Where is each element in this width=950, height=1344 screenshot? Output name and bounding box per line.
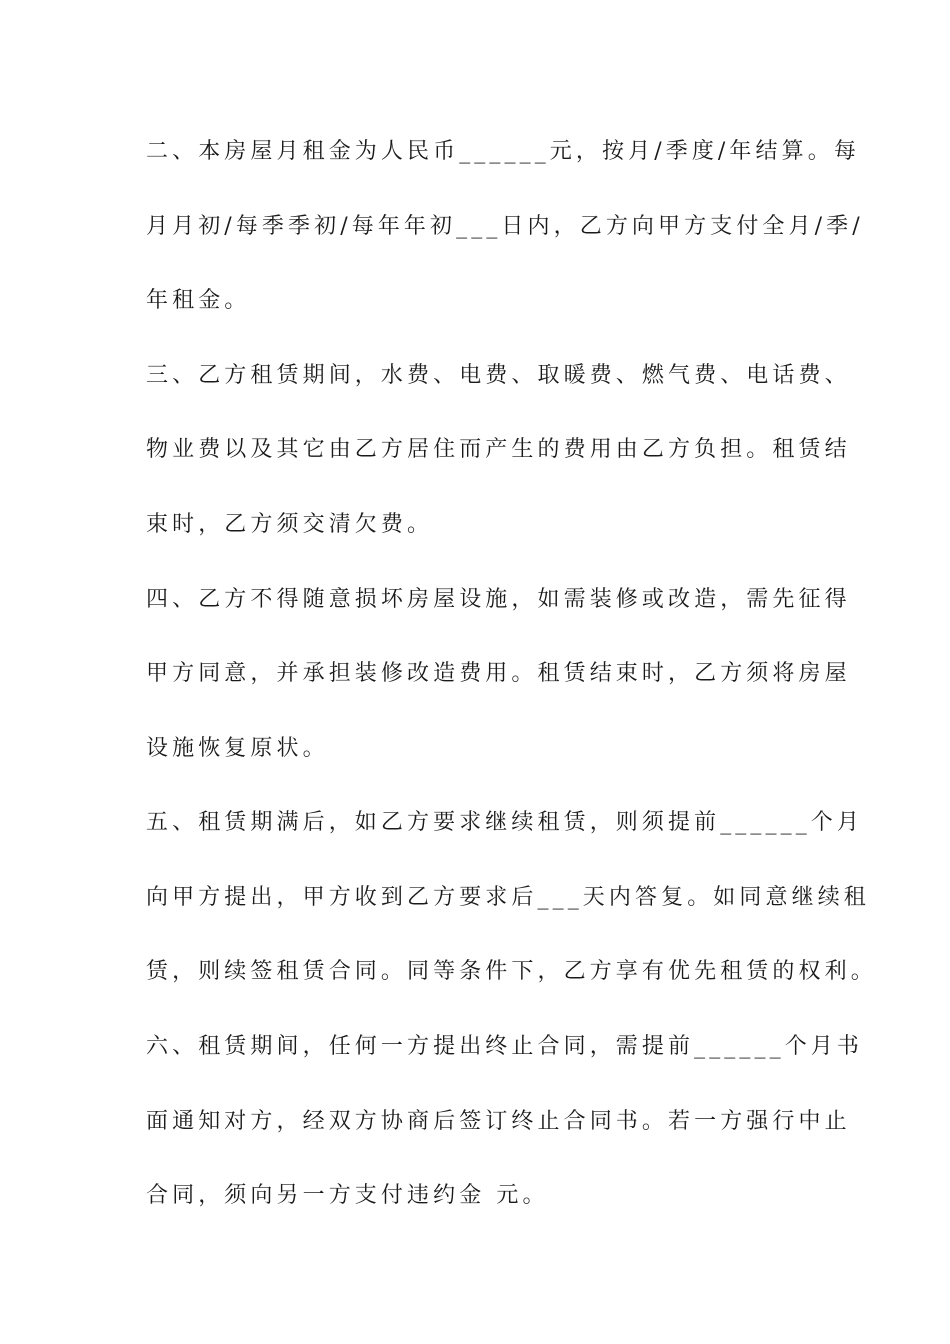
clause-3-line-1: 三、乙方租赁期间，水费、电费、取暖费、燃气费、电话费、	[146, 363, 851, 388]
clause-3-line-2: 物业费以及其它由乙方居住而产生的费用由乙方负担。租赁结	[146, 437, 851, 462]
clause-5-line-1: 五、租赁期满后，如乙方要求继续租赁，则须提前______个月	[146, 810, 864, 835]
clause-6-line-1: 六、租赁期间，任何一方提出终止合同，需提前______个月书	[146, 1034, 864, 1059]
clause-4-line-2: 甲方同意，并承担装修改造费用。租赁结束时，乙方须将房屋	[146, 661, 851, 686]
clause-6-line-2: 面通知对方，经双方协商后签订终止合同书。若一方强行中止	[146, 1109, 851, 1134]
clause-5-line-2: 向甲方提出，甲方收到乙方要求后___天内答复。如同意继续租	[146, 885, 870, 910]
clause-2-line-2: 月月初/每季季初/每年年初___日内，乙方向甲方支付全月/季/	[146, 214, 864, 239]
clause-4-line-1: 四、乙方不得随意损坏房屋设施，如需装修或改造，需先征得	[146, 587, 851, 612]
clause-6-line-3: 合同，须向另一方支付违约金 元。	[146, 1183, 549, 1208]
clause-3-line-3: 束时，乙方须交清欠费。	[146, 512, 434, 537]
clause-4-line-3: 设施恢复原状。	[146, 736, 329, 761]
clause-2-line-3: 年租金。	[146, 288, 251, 313]
clause-2-line-1: 二、本房屋月租金为人民币______元，按月/季度/年结算。每	[146, 139, 860, 164]
clause-5-line-3: 赁，则续签租赁合同。同等条件下，乙方享有优先租赁的权利。	[146, 959, 877, 984]
